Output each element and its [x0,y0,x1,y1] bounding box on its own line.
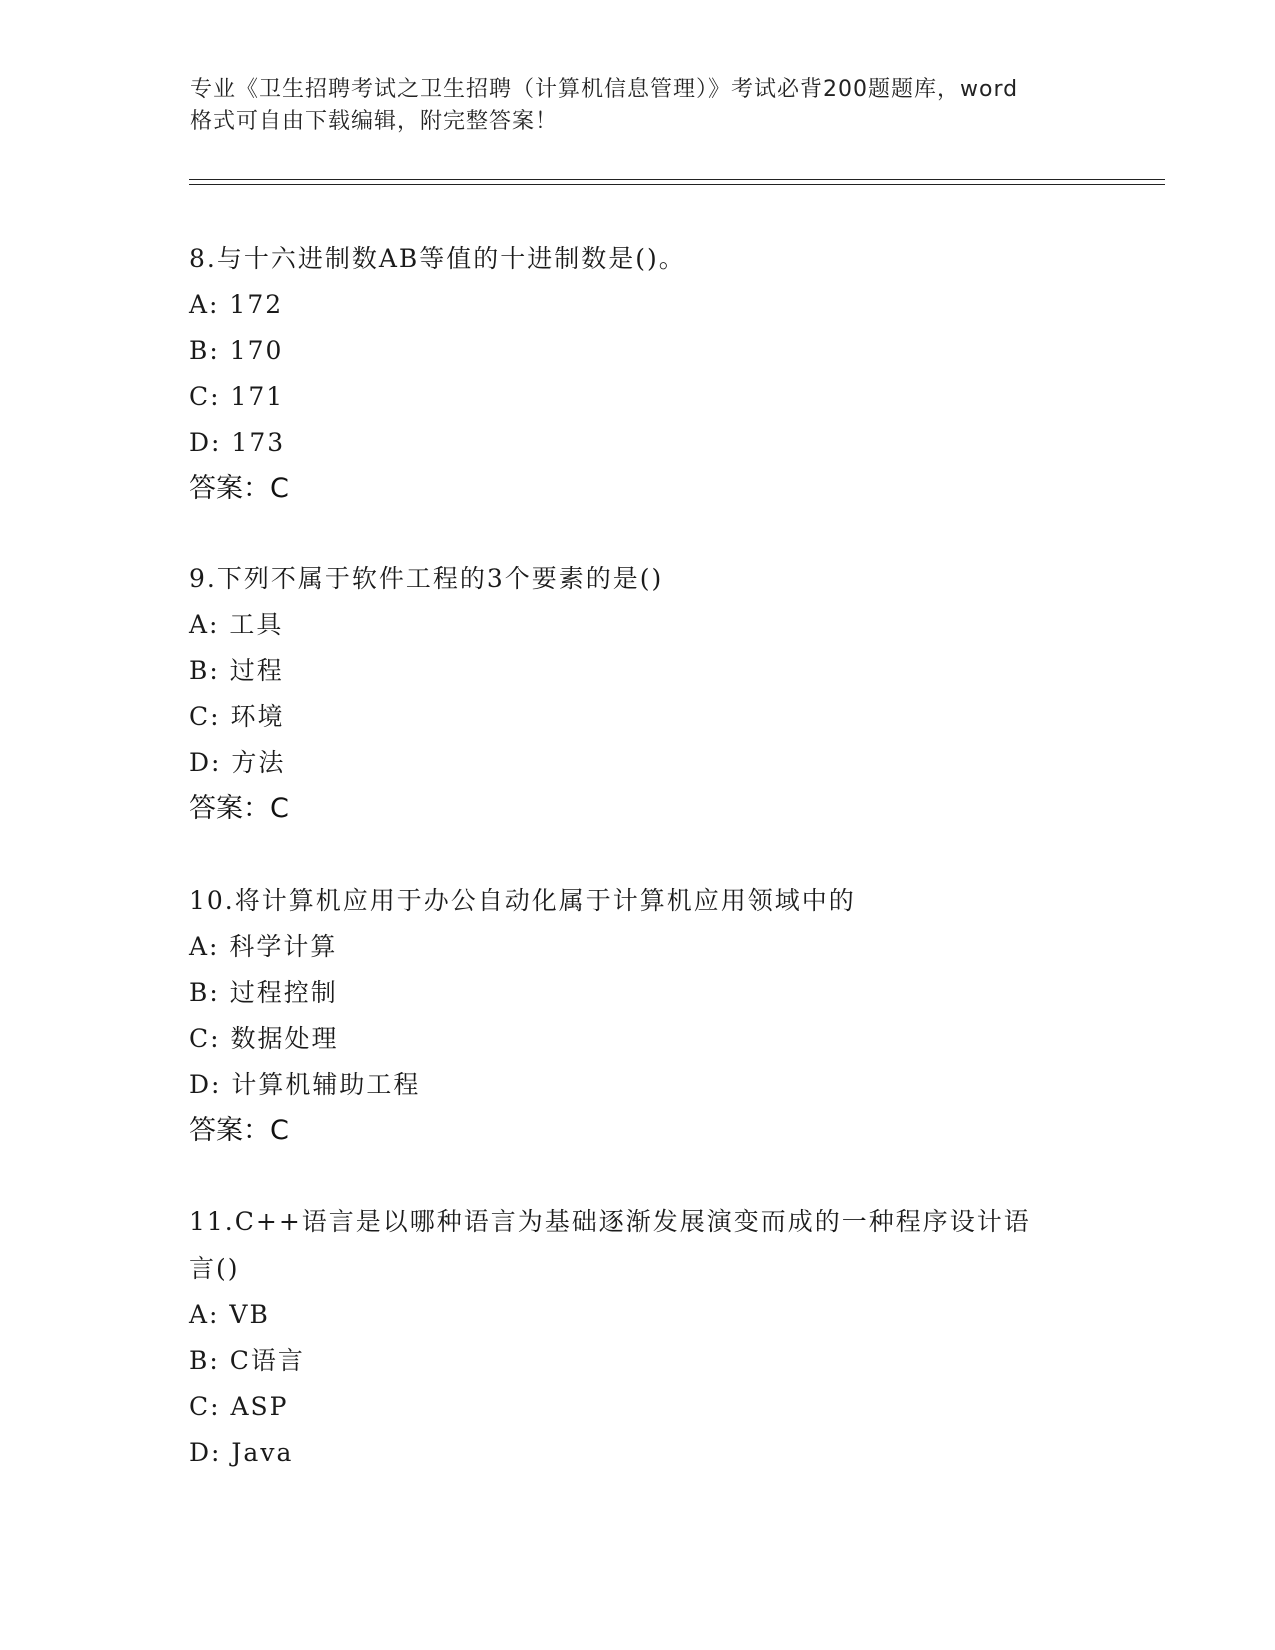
question-text: 10.将计算机应用于办公自动化属于计算机应用领域中的 [189,886,856,915]
header-divider-top [189,179,1165,180]
option-b: B: 170 [189,336,284,365]
question-text: 8.与十六进制数AB等值的十进制数是()。 [189,244,686,273]
answer-line: 答案：C [189,1115,289,1146]
question-text: 11.C++语言是以哪种语言为基础逐渐发展演变而成的一种程序设计语言() [189,1207,1031,1283]
question-text: 9.下列不属于软件工程的3个要素的是() [189,564,664,593]
option-b: B: 过程控制 [189,978,338,1007]
option-c: C: 171 [189,382,285,411]
option-c: C: 数据处理 [189,1024,339,1053]
header-line-1: 专业《卫生招聘考试之卫生招聘（计算机信息管理）》考试必背200题题库，word [190,77,1019,102]
option-b: B: C语言 [189,1346,305,1375]
answer-line: 答案：C [189,473,289,504]
option-a: A: VB [189,1300,270,1329]
question-9 [189,555,1089,832]
option-c: C: ASP [189,1392,289,1421]
question-10 [189,877,1089,1154]
option-d: D: 计算机辅助工程 [189,1070,421,1099]
header-line-2: 格式可自由下载编辑，附完整答案！ [190,109,559,134]
option-a: A: 172 [189,290,284,319]
document-header [190,74,1090,138]
question-8 [189,235,1089,512]
option-a: A: 科学计算 [189,932,338,961]
option-b: B: 过程 [189,656,284,685]
answer-line: 答案：C [189,793,289,824]
option-d: D: 173 [189,428,286,457]
option-d: D: 方法 [189,748,286,777]
question-11 [189,1198,1049,1476]
option-c: C: 环境 [189,702,285,731]
option-a: A: 工具 [189,610,284,639]
option-d: D: Java [189,1438,294,1467]
header-divider-bottom [189,184,1165,185]
